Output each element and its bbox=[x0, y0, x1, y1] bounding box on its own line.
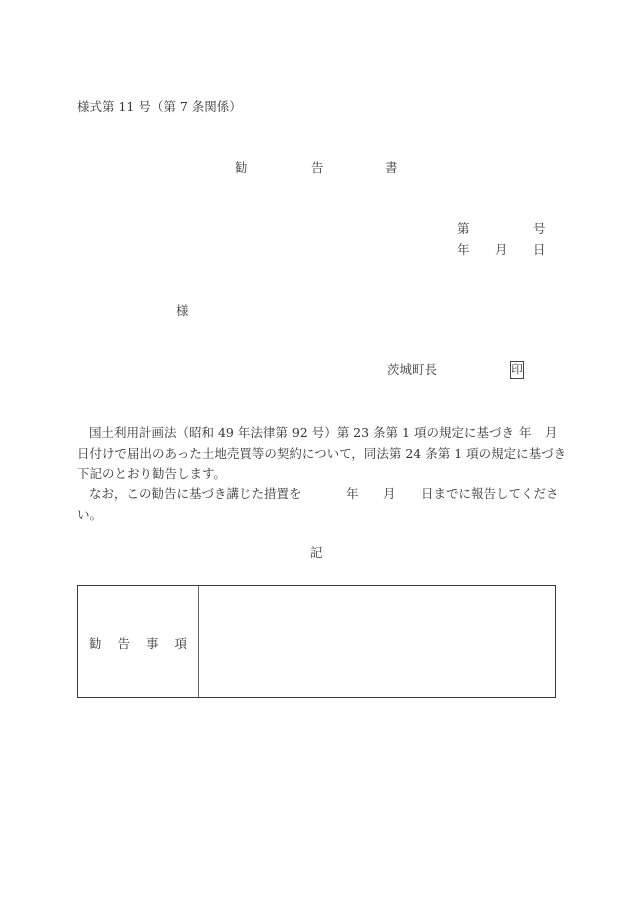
title-char-1: 勧 bbox=[235, 160, 248, 175]
title-char-3: 書 bbox=[385, 160, 398, 175]
label-char-2: 告 bbox=[117, 635, 130, 651]
para2-line2: い。 bbox=[77, 506, 103, 522]
para2-line1-main: なお，この勧告に基づき講じた措置を bbox=[89, 486, 302, 501]
label-char-3: 事 bbox=[146, 635, 159, 651]
label-char-4: 項 bbox=[174, 635, 188, 651]
recommendation-label-cell bbox=[78, 586, 199, 697]
para1-line1-main: 国土利用計画法（昭和 49 年法律第 92 号）第 23 条第 1 項の規定に基づき bbox=[89, 425, 514, 440]
body-paragraph-1 bbox=[77, 423, 567, 485]
ref-date-month: 月 bbox=[495, 242, 508, 257]
recommendation-content-cell bbox=[199, 586, 555, 697]
ref-number-suffix: 号 bbox=[533, 221, 546, 236]
recommendation-table bbox=[77, 585, 556, 698]
ki-heading: 記 bbox=[310, 545, 323, 560]
para1-line1-month: 月 bbox=[545, 425, 558, 440]
document-title bbox=[0, 162, 630, 178]
ref-number-prefix: 第 bbox=[457, 221, 470, 236]
title-char-2: 告 bbox=[311, 160, 324, 175]
para1-line3: 下記のとおり勧告します。 bbox=[77, 466, 227, 481]
body-paragraph-2 bbox=[77, 484, 557, 525]
ref-date-year: 年 bbox=[457, 242, 470, 257]
form-number: 様式第 11 号（第 7 条関係） bbox=[77, 99, 242, 114]
para2-line1-rest: 日までに報告してくださ bbox=[421, 486, 559, 501]
addressee-honorific: 様 bbox=[176, 303, 189, 318]
seal-stamp: 印 bbox=[510, 361, 524, 379]
label-char-1: 勧 bbox=[88, 635, 102, 651]
para1-line1-year: 年 bbox=[519, 425, 532, 440]
ref-date-day: 日 bbox=[533, 242, 546, 257]
para2-line1-year: 年 bbox=[346, 486, 359, 501]
para2-line1-month: 月 bbox=[383, 486, 396, 501]
para1-line2: 日付けで届出のあった土地売買等の契約について，同法第 24 条第 1 項の規定に基づき bbox=[77, 445, 567, 461]
issuer-title: 茨城町長 bbox=[387, 362, 438, 377]
